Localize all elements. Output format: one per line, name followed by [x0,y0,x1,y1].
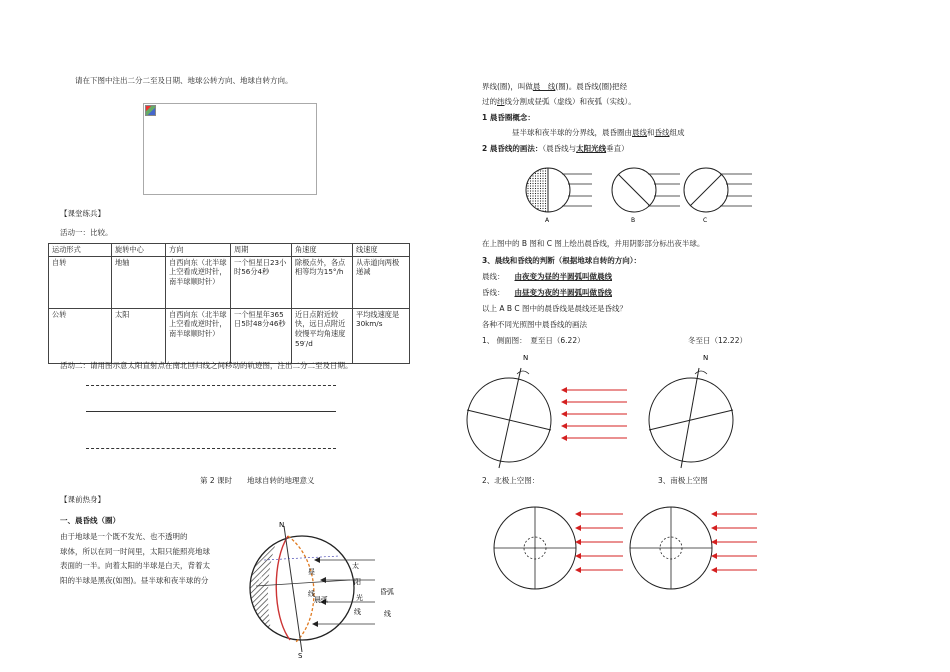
instruction-text: 在上图中的 B 图和 C 图上绘出晨昏线，并用阴影部分标出夜半球。 [482,239,705,248]
paragraph-line: 由于地球是一个既不发光、也不透明的 [60,532,188,541]
section1-title: 一、晨昏线（圈） [60,516,120,525]
sun-label-4: 线 [384,610,391,618]
line-label-2: 线 [354,608,361,616]
table-cell: 自西向东（北半球上空看成逆时针，南半球顺时针） [166,256,231,308]
north-label: N [279,521,285,529]
night-label: 夜 [258,576,265,584]
north-pole-view-label: 2、北极上空图： [482,476,540,485]
activity1-label: 活动一：比较。 [60,228,113,237]
latitude-line [264,556,340,560]
figure-a [526,168,592,212]
dusk-definition [482,288,612,297]
table-row [49,256,410,308]
answer-line-dashed [86,385,336,386]
figure-label-c: C [703,217,708,224]
axis-line [284,526,302,652]
table-row [49,308,410,363]
table-cell: 太阳 [112,308,166,363]
paragraph-line: 球体，所以在同一时间里，太阳只能照亮地球 [60,546,210,556]
sun-label-1: 太 [352,562,359,570]
south-pole-globe [630,507,712,589]
method-text: 各种不同光照图中晨昏线的画法 [482,320,587,329]
table-header-row [49,244,410,257]
dashed-meridian [288,536,314,642]
text: 昼半球和夜半球的分界线，晨昏圈由 [512,128,632,137]
winter-globe [649,368,733,468]
table-cell: 自西向东（北半球上空看成逆时针，南半球顺时针） [166,308,231,363]
blank-answer: 昏线 [654,128,670,137]
side-view-diagrams [465,350,865,470]
blank-answer: 晨线 [632,128,647,137]
south-pole-view-label: 3、南极上空图 [658,476,708,485]
dawn-label: 晨弧 [314,596,328,604]
paragraph-line: 表面的一半。向着太阳的半球是白天，背着太 [60,561,210,570]
answer-line-dashed [86,448,336,449]
answer-line-solid [86,411,336,412]
table-header-cell: 角速度 [292,244,353,257]
text: 组成 [669,128,685,137]
blank-answer: 由夜变为昼的半圆弧叫做晨线 [514,272,612,281]
table-cell: 平均线速度是30km/s [353,308,410,363]
table-cell: 公转 [49,308,112,363]
image-placeholder [143,103,317,195]
rotation-arrow-icon [695,371,707,374]
text: 垂直） [606,144,629,153]
text: 界线(圈)，叫做 [482,82,533,91]
figure-b [612,168,680,212]
text: 昏线： [482,288,505,297]
dawn-definition [482,272,612,281]
right-line-2 [482,97,636,106]
table-cell: 近日点附近较快，远日点附近较慢平均角速度59′/d [292,308,353,363]
latitude-line [256,580,350,586]
figure-label-a: A [545,217,550,224]
intro-text: 请在下图中注出二分二至及日期、地球公转方向、地球自转方向。 [75,76,293,85]
line-label-1: 线 [308,590,315,598]
blank-answer: 晨 线 [532,82,556,91]
pole-view-diagrams [495,500,795,600]
terminator-figures-abc [522,160,762,230]
arrow-head-icon [312,621,318,627]
section1-paragraph [60,530,210,588]
table-header-cell: 周期 [231,244,292,257]
text: 晨线： [482,272,505,281]
summer-globe [467,368,551,468]
text: 和 [647,128,655,137]
north-label: N [703,354,709,362]
sunlight-arrows [575,511,623,573]
day-label: 昼 [308,568,315,576]
day-night-globe-diagram [250,520,410,660]
blank-answer: 太阳光线 [576,144,607,153]
right-line-1 [482,82,627,91]
draw-line [482,144,629,153]
table-cell: 地轴 [112,256,166,308]
comparison-table [48,243,410,364]
north-label: N [523,354,529,362]
table-header-cell: 线速度 [353,244,410,257]
table-cell: 从赤道向两极递减 [353,256,410,308]
side-view-label: 1、 侧面图： 夏至日（6.22） [482,336,585,345]
text: (圈)。晨昏线(圈)把经 [555,82,628,91]
text: （晨昏线与 [542,144,577,153]
question-text: 以上 A B C 图中的晨昏线是晨线还是昏线？ [482,304,628,313]
concept-title: 1 晨昏圈概念： [482,113,535,122]
table-header-cell: 旋转中心 [112,244,166,257]
text: 线分割成昼弧（虚线）和夜弧（实线）。 [504,97,636,106]
figure-c [684,168,752,212]
south-label: S [298,652,303,660]
paragraph-line: 阳的半球是黑夜(如图)。昼半球和夜半球的分 [60,575,209,585]
table-cell: 一个恒星日23小时56分4秒 [231,256,292,308]
figure-label-b: B [631,217,636,224]
concept-line [512,128,685,137]
sun-label-2: 阳 [354,578,361,586]
sunlight-arrows [711,511,757,573]
lesson-title: 第 2 课时 地球自转的地理意义 [200,476,315,485]
sun-label-3: 光 [356,594,363,602]
arrow-head-icon [314,557,320,563]
warmup-header: 【课前热身】 [60,495,105,504]
table-header-cell: 运动形式 [49,244,112,257]
table-cell: 除极点外，各点相等均为15°/h [292,256,353,308]
text: 2 晨昏线的画法： [482,144,543,153]
blank-answer: 由昼变为夜的半圆弧叫做昏线 [514,288,612,297]
rotation-arrow-icon [517,371,529,374]
winter-solstice-label: 冬至日（12.22） [688,336,747,345]
north-pole-globe [494,507,576,589]
table-cell: 自转 [49,256,112,308]
blank-answer: 纬 [497,97,505,106]
table-cell: 一个恒星年365日5时48分46秒 [231,308,292,363]
activity2-label: 活动二：请用图示意太阳直射点在南北回归线之间移动的轨迹图，注出二分二至及日期。 [60,361,353,370]
dusk-label: 昏弧 [380,588,394,596]
table-header-cell: 方向 [166,244,231,257]
text: 过的 [482,97,497,106]
judge-title: 3、晨线和昏线的判断（根据地球自转的方向）： [482,256,641,265]
broken-image-icon [145,105,156,116]
practice-header: 【课堂练兵】 [60,209,105,218]
sunlight-arrows [561,387,627,441]
